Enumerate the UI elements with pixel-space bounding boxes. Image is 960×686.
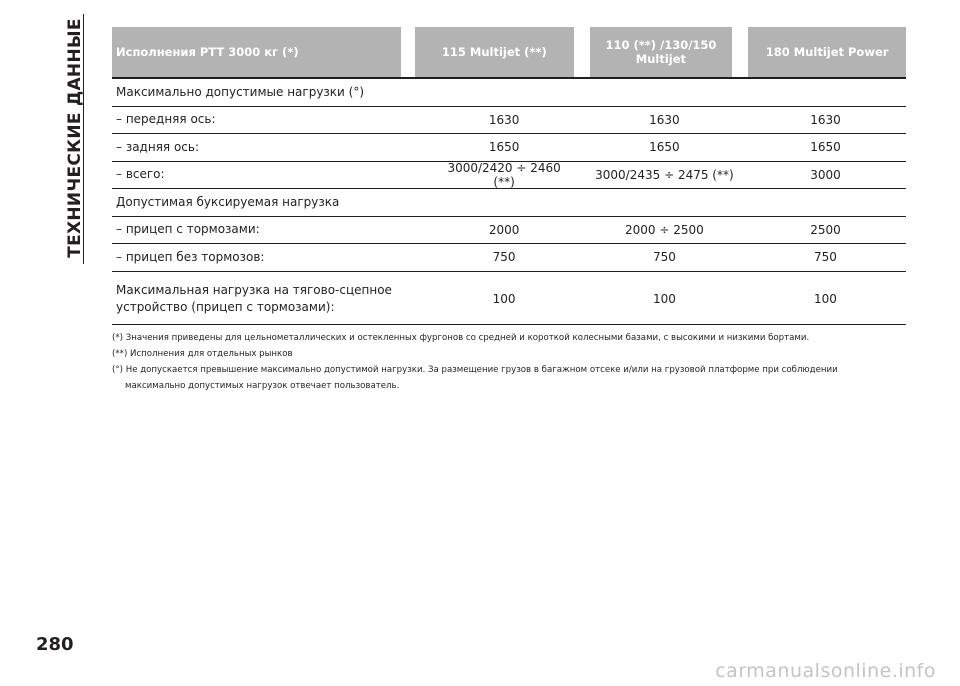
row-label: – всего: [116,167,165,182]
footnote: (°) Не допускается превышение максимально допустимой нагрузки. За размещение грузов в багажном отсеке и/или на грузовой платформе при соблюдении [112,365,838,375]
header-110-line2: Multijet [635,52,687,66]
cell-value: 2000 [488,222,520,237]
cell-value: 3000/2420 ÷ 2460 (**) [447,160,561,189]
cell-value: 750 [652,250,676,265]
row-label: – прицеп с тормозами: [116,222,260,237]
header-version: Исполнения PTT 3000 кг (*) [112,27,401,77]
table-row [112,79,906,107]
footnotes [112,324,906,394]
table-row [112,189,906,217]
cell-value: 3000/2435 ÷ 2475 (**) [595,167,734,182]
header-110-130-150-multijet [590,27,732,77]
table-row [112,217,906,245]
row-label [112,282,426,316]
row-label: – прицеп без тормозов: [116,249,265,264]
header-110-line1: 110 (**) /130/150 [605,37,717,52]
cell-value: 100 [652,291,676,306]
section-title-text: ТЕХНИЧЕСКИЕ ДАННЫЕ [65,18,86,258]
row-label: – передняя ось: [116,112,216,127]
cell-value: 750 [492,250,516,265]
header-115-multijet: 115 Multijet (**) [415,27,574,77]
table-header [112,27,906,77]
table-row [112,134,906,162]
watermark: carmanualsonline.info [715,660,936,682]
table-row [112,272,906,326]
section-title-rule [83,14,84,264]
section-title-vertical [38,18,112,258]
page-number: 280 [36,634,74,655]
row-label: Максимально допустимые нагрузки (°) [116,84,365,99]
table-row [112,244,906,272]
cell-value: 750 [814,250,837,265]
row-label-line2: устройство (прицеп с тормозами): [116,299,335,314]
cell-value: 1650 [488,140,520,155]
cell-value: 100 [492,291,516,306]
header-180-multijet-power: 180 Multijet Power [748,27,906,77]
table-row [112,162,906,190]
cell-value: 3000 [810,167,841,182]
cell-value: 1650 [649,140,680,155]
table-row [112,107,906,135]
cell-value: 2500 [810,222,841,237]
cell-value: 100 [814,291,837,306]
cell-value: 1630 [488,112,520,127]
cell-value: 2000 ÷ 2500 [625,222,704,237]
footnote: (*) Значения приведены для цельнометаллических и остекленных фургонов со средней и короткой колесными базами, с высокими и низкими бортами. [112,333,810,343]
cell-value: 1650 [810,140,841,155]
footnote: (**) Исполнения для отдельных рынков [112,349,293,359]
cell-value: 1630 [649,112,680,127]
cell-value: 1630 [810,112,841,127]
loads-table [112,27,906,326]
row-label-line1: Максимальная нагрузка на тягово-сцепное [116,282,392,297]
footnote-continuation: максимально допустимых нагрузок отвечает пользователь. [125,381,400,391]
row-label: – задняя ось: [116,139,199,154]
row-label: Допустимая буксируемая нагрузка [116,194,340,209]
